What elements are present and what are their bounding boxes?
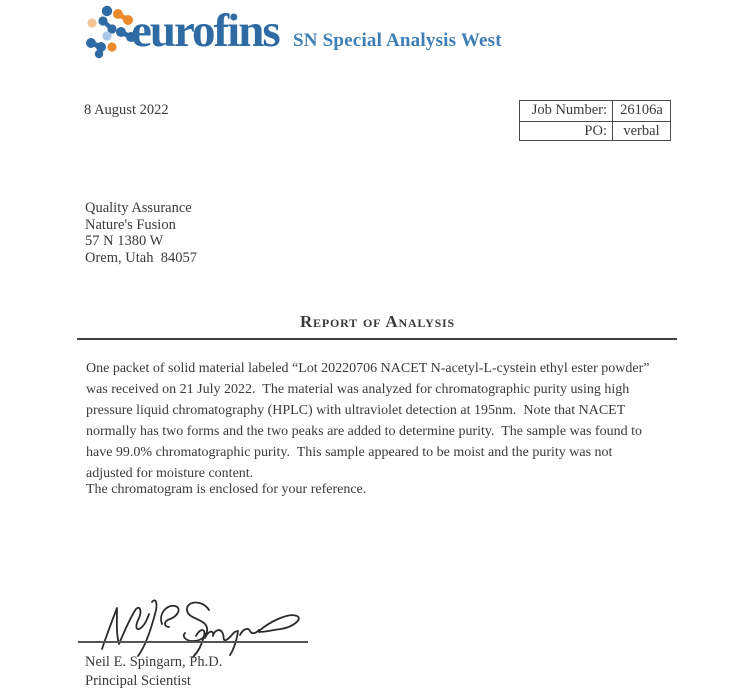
job-number-value: 26106a	[620, 102, 663, 118]
body-line: One packet of solid material labeled “Lot 20220706 NACET N-acetyl-L-cystein ethyl ester powder”	[86, 361, 650, 376]
job-number-label: Job Number:	[520, 101, 613, 121]
closing-line: The chromatogram is enclosed for your reference.	[86, 482, 367, 497]
recipient-address	[85, 200, 197, 266]
address-line: Orem, Utah 84057	[85, 249, 197, 266]
po-label: PO:	[520, 122, 613, 141]
body-line: was received on 21 July 2022. The material was analyzed for chromatographic purity using high	[86, 382, 630, 397]
body-line: have 99.0% chromatographic purity. This sample appeared to be moist and the purity was not	[86, 445, 613, 460]
brand-wordmark: eurofins	[131, 5, 279, 57]
address-line: Quality Assurance	[85, 200, 192, 216]
signer-name: Neil E. Spingarn, Ph.D.	[85, 654, 223, 670]
address-line: 57 N 1380 W	[85, 233, 164, 249]
report-title: Report of Analysis	[299, 312, 455, 331]
eurofins-logo-icon	[84, 3, 138, 59]
handwritten-signature	[92, 597, 322, 659]
body-line: normally has two forms and the two peaks are added to determine purity. The sample was found to	[86, 424, 642, 439]
body-line: pressure liquid chromatography (HPLC) with ultraviolet detection at 195nm. Note that NACET	[86, 403, 626, 418]
job-number-row	[520, 101, 670, 121]
body-line: adjusted for moisture content.	[86, 466, 254, 481]
address-line: Nature's Fusion	[85, 216, 176, 233]
po-value: verbal	[623, 122, 660, 139]
signature-line	[78, 641, 308, 643]
title-divider-rule	[77, 338, 677, 340]
po-row	[520, 121, 670, 141]
job-table	[519, 100, 671, 141]
letter-date: 8 August 2022	[84, 102, 169, 118]
signer-title: Principal Scientist	[85, 673, 191, 689]
division-name: SN Special Analysis West	[293, 30, 502, 51]
report-body	[86, 358, 649, 484]
